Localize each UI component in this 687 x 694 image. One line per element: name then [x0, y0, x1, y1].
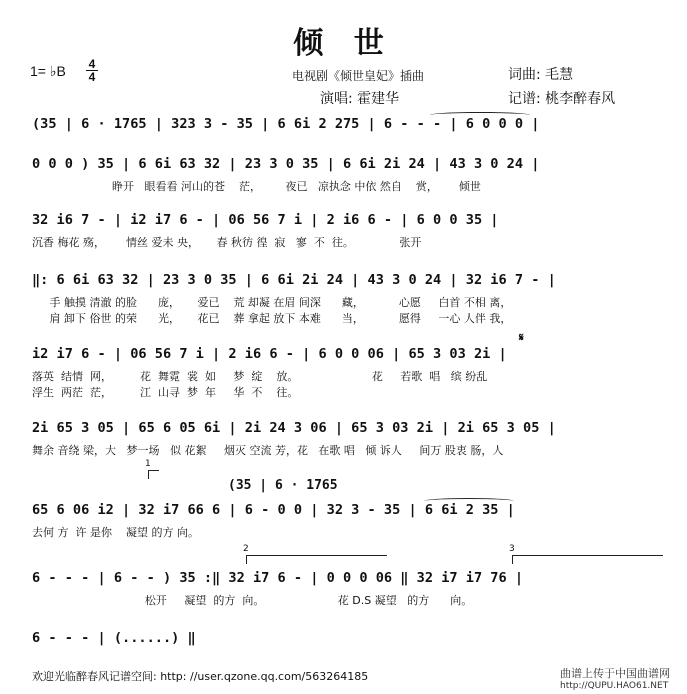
- lyric-line: 浮生 两茫 茫， 江 山寻 梦 年 华 不 往。: [32, 386, 299, 399]
- lyric-line: 肩 卸下 俗世 的荣 光， 花已 葬 拿起 放下 本难 当， 愿得 一心 人伴 我，: [46, 312, 512, 325]
- score-row-7: [0, 502, 687, 539]
- score-row-9: [0, 630, 687, 650]
- tie-mark: [430, 112, 530, 118]
- notation-line: 0 0 0 ) 35 | 6 6i 63 32 | 23 3 0 35 | 6 6i 2i 24 | 43 3 0 24 |: [32, 156, 540, 172]
- notation-line: i2 i7 6 - | 06 56 7 i | 2 i6 6 - | 6 0 0 06 | 65 3 03 2i |: [32, 346, 507, 362]
- interlude-line: (35 | 6 · 1765: [228, 478, 338, 493]
- volta-bracket-3: 3: [512, 555, 663, 564]
- score-row-2: [0, 156, 687, 193]
- uploader-line-2: http://QUPU.HAO61.NET: [560, 681, 669, 691]
- footer-text: 欢迎光临醉春风记谱空间: http: //user.qzone.qq.com/563264185: [32, 670, 369, 683]
- key-signature: 1= ♭B: [30, 63, 66, 79]
- notation-line: 6 - - - | 6 - - ) 35 :‖ 32 i7 6 - | 0 0 0 06 ‖ 32 i7 i7 76 |: [32, 570, 524, 586]
- score-row-8: [0, 570, 687, 607]
- notation-line: (35 | 6 · 1765 | 323 3 - 35 | 6 6i 2 275 | 6 - - - | 6 0 0 0 |: [32, 116, 540, 132]
- notation-line: 32 i6 7 - | i2 i7 6 - | 06 56 7 i | 2 i6 6 - | 6 0 0 35 |: [32, 212, 499, 228]
- score-row-3: [0, 212, 687, 249]
- lyric-line: 去何 方 许 是你 凝望 的方 向。: [32, 526, 199, 539]
- notation-line: ‖: 6 6i 63 32 | 23 3 0 35 | 6 6i 2i 24 | 43 3 0 24 | 32 i6 7 - |: [32, 272, 556, 288]
- time-signature: [86, 58, 98, 83]
- transcriber-credit: 记谱: 桃李醉春风: [508, 91, 616, 107]
- score-row-5: [0, 346, 687, 399]
- lyric-line: 手 触摸 清澈 的脸 庞， 爱已 荒 却凝 在眉 间深 藏， 心愿 白首 不相 离，: [46, 296, 512, 309]
- notation-line: 65 6 06 i2 | 32 i7 66 6 | 6 - 0 0 | 32 3 - 35 | 6 6i 2 35 |: [32, 502, 515, 518]
- score-row-4: [0, 272, 687, 325]
- source-note: 电视剧《倾世皇妃》插曲: [292, 69, 425, 83]
- score-row-6: [0, 420, 687, 457]
- segno-sign: 𝄋: [519, 332, 524, 344]
- uploader-watermark: [560, 668, 670, 692]
- composer-credit: 词曲: 毛慧: [508, 67, 574, 83]
- notation-line: 6 - - - | (......) ‖: [32, 630, 196, 646]
- lyric-line: 落英 结情 网， 花 舞霓 裳 如 梦 绽 放。 花 若歌 唱 缤 纷乱: [32, 370, 488, 383]
- notation-line: 2i 65 3 05 | 65 6 05 6i | 2i 24 3 06 | 65 3 03 2i | 2i 65 3 05 |: [32, 420, 556, 436]
- uploader-line-1: 曲谱上传于中国曲谱网: [560, 667, 670, 680]
- score-row-1: [0, 116, 687, 136]
- time-sig-top: 4: [88, 57, 96, 71]
- lyric-line: 舞余 音绕 梁，大 梦一场 似 花絮 烟灭 空流 芳，花 在歌 唱 倾 诉人 间万 股衷 肠，人: [32, 444, 504, 457]
- time-sig-bottom: 4: [88, 70, 96, 84]
- page-title: 倾 世: [293, 26, 394, 61]
- lyric-line: 睁开 眼看看 河山的苍 茫， 夜已 凉执念 中依 然自 赏， 倾世: [112, 180, 481, 193]
- tie-mark: [424, 498, 514, 504]
- volta-bracket-1: 1: [148, 470, 159, 479]
- lyric-line: 松开 凝望 的方 向。 花 D.S 凝望 的方 向。: [40, 594, 473, 607]
- volta-bracket-2: 2: [246, 555, 387, 564]
- lyric-line: 沉香 梅花 殇， 情丝 爱未 央， 春 秋彷 徨 寂 寥 不 往。 张开: [32, 236, 422, 249]
- singer-credit: 演唱: 霍建华: [320, 91, 400, 107]
